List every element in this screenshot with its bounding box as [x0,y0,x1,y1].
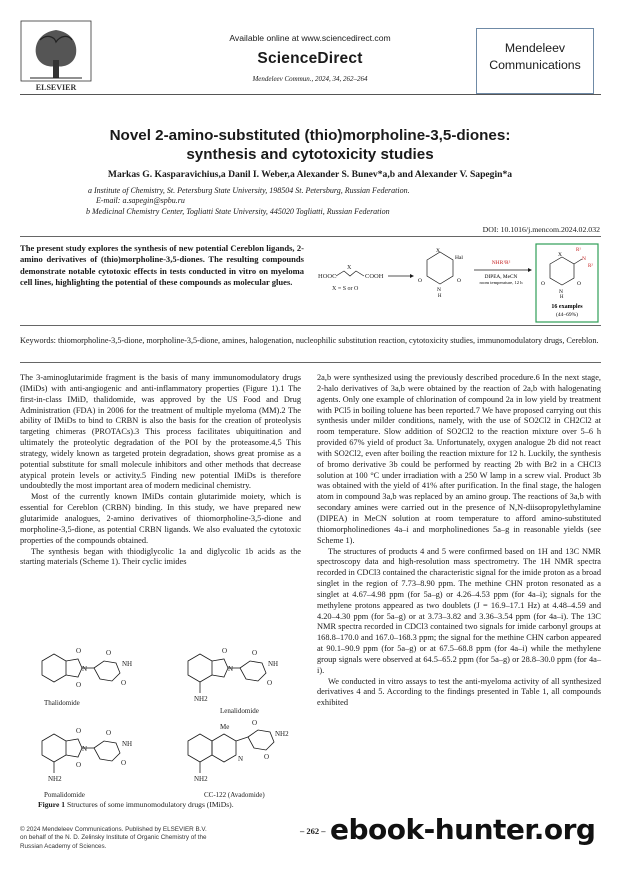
yield-range: (44–69%) [556,312,578,318]
reagent-conditions: DIPEA, MeCN [484,274,518,280]
svg-text:H: H [560,295,564,300]
keywords: Keywords: thiomorpholine-3,5-dione, morpholine-3,5-dione, amines, halogenation, nucleophilic substitution reaction, cytotoxicity studies, immunomodulatory drugs, Cereblon. [20,336,599,345]
svg-text:O: O [106,649,112,657]
x-atom-label: X [347,265,352,271]
svg-text:NH: NH [122,740,133,748]
journal-name-line2: Communications [489,58,581,72]
journal-citation: Mendeleev Commun., 2024, 34, 262–264 [252,75,368,83]
svg-text:Hal: Hal [455,255,463,261]
sciencedirect-logo-text: ScienceDirect [257,50,363,67]
affiliation-a: a Institute of Chemistry, St. Petersburg State University, 198504 St. Petersburg, Russian Federation. [88,186,410,195]
svg-text:R¹: R¹ [576,248,581,253]
doi-link[interactable]: DOI: 10.1016/j.mencom.2024.02.032 [482,225,600,234]
affiliation-b: b Medicinal Chemistry Center, Togliatti State University, 445020 Togliatti, Russian Federation [86,207,390,216]
abstract-divider [20,325,601,326]
copyright-line-1: © 2024 Mendeleev Communications. Published by ELSEVIER B.V. [20,826,207,833]
svg-text:N: N [559,289,563,295]
copyright-footer [20,826,320,851]
svg-text:N: N [582,256,586,262]
reagent-temperature: room temperature, 12 h [479,280,523,285]
paragraph: 2a,b were synthesized using the previously described procedure.6 In the next stage, 2-halo derivatives of 3a,b were obtained by the reaction of 2a,b with halogenating agents. Only one example of chlorination of compound 2a in low yield by treatment with PCl5 in boiling toluene has been reported.7 We have proposed carrying out this synthesis under milder conditions, namely, with the use of SO2Cl2 in CH2Cl2 at room temperature. Slow addition of SO2Cl2 to the reaction mixture over 5–6 h provided 67% yield of product 3a. Unfortunately, oxygen analogue 2b did not react with SO2Cl2, even after boiling the reaction mixture for 12 h. Luckily, the synthesis of bromo derivative 3b could be performed by reacting 2b with Br2 in a CHCl3 solution at 100 °C under irradiation with a 250 W lamp in a screw vial. Product 3b was obtained with the yield of 41% after purification. In the final stage, the halogen atom in compound 3a,b was replaced by an amino group. The reactions of 3a,b with secondary amines were carried out in the presence of N,N-diisopropylethylamine (DIPEA) in MeCN solution at room temperature to afford amino-substituted thiomorpholinediones 4a–i and morpholinediones 5a–g in reasonable yields (see Scheme 1). [317,373,601,545]
available-prefix: Available online at [229,33,302,43]
title-line-2: synthesis and cytotoxicity studies [186,146,434,163]
svg-text:O: O [76,647,82,655]
svg-text:O: O [418,278,422,284]
figure-1-caption-text: Structures of some immunomodulatory drugs (IMiDs). [65,800,234,809]
svg-text:N: N [82,665,88,673]
svg-text:O: O [106,729,112,737]
page-number: – 262 – [300,826,326,836]
svg-text:NH2: NH2 [194,775,208,783]
svg-text:O: O [76,761,82,769]
svg-text:X: X [558,252,562,258]
svg-text:O: O [264,753,270,761]
svg-text:NH2: NH2 [48,775,62,783]
copyright-line-2: on behalf of the N. D. Zelinsky Institute of Organic Chemistry of the [20,834,207,842]
svg-text:N: N [82,745,88,753]
pomalidomide-label: Pomalidomide [44,791,85,799]
journal-name-box [476,28,594,94]
paragraph: Most of the currently known IMiDs contain glutarimide moiety, which is essential for Cereblon (CRBN) binding. In this study, we have prepared new glutarimide analogues, 2-amino derivatives of thiomorpholine-3,5-dione and morpholine-3,5-dione, as potential CRBN ligands. We also evaluated the cytotoxic properties of the compounds obtained. [20,492,301,545]
svg-text:O: O [252,719,258,727]
halo-imide-structure [418,248,463,299]
svg-text:Me: Me [220,723,230,731]
arrow-1-head [410,274,414,278]
cooh-label: COOH [365,273,384,280]
keywords-divider [20,362,601,363]
sciencedirect-url-link[interactable]: www.sciencedirect.com [301,33,391,43]
watermark-text: ebook-hunter.org [330,813,596,846]
title-line-1: Novel 2-amino-substituted (thio)morpholine-3,5-diones: [109,127,511,144]
svg-text:O: O [577,281,581,287]
arrow-2-head [528,268,532,272]
author-list: Markas G. Kasparavichius,a Danil I. Weber,a Alexander S. Bunev*a,b and Alexander V. Sapegin*a [107,169,513,180]
paragraph: The synthesis began with thiodiglycolic 1a and diglycolic 1b acids as the starting materials (Scheme 1). Their cyclic imides [20,546,301,567]
product-structure [541,247,593,300]
figure-1-structures [20,641,301,809]
graphical-abstract-scheme [312,240,602,326]
x-definition: X = S or O [332,286,359,292]
svg-text:NH: NH [268,660,279,668]
svg-text:NH: NH [122,660,133,668]
paragraph: The 3-aminoglutarimide fragment is the basis of many immunomodulatory drugs (IMiDs) with anti-angiogenic and anti-inflammatory properties (Figure 1).1 The first-in-class IMiD, thalidomide, was approved by the US Food and Drug Administration (FDA) in 2006 for the treatment of multiple myeloma (MM).2 The ability of IMiDs to bind to CRBN is also the basis for the creation of proteolysis targeting chimeras (PROTACs).3 This process facilitates ubiquitination and ultimately the proteolytic degradation of the POI by the proteasome.4,5 This strategy, widely known as targeted protein degradation, shows great promise as a potential substitute for small molecule inhibitors and other methods that decrease atypical protein levels or activity.5 Finding new potential IMiDs is therefore undoubtedly the most important area of modern medicinal chemistry. [20,373,301,491]
figure-1-caption [38,800,234,809]
svg-text:O: O [252,649,258,657]
svg-text:O: O [76,681,82,689]
title-divider [20,236,601,237]
svg-text:O: O [267,679,273,687]
examples-count: 16 examples [551,304,583,310]
header-divider [20,94,601,95]
hooc-label: HOOC [318,273,337,280]
amine-reagent: NHR¹R² [491,260,511,266]
corresponding-email[interactable]: E-mail: a.sapegin@spbu.ru [96,196,185,205]
article-title [40,126,580,164]
body-column-right [317,373,601,709]
svg-text:O: O [457,278,461,284]
journal-name-line1: Mendeleev [504,41,566,55]
svg-text:O: O [121,679,127,687]
paragraph: The structures of products 4 and 5 were confirmed based on 1H and 13C NMR spectroscopy data and high-resolution mass spectrometry. The 1H NMR spectra recorded in CDCl3 contained the characteristic signal for the imide proton as a broad singlet in the region of 7.73–8.90 ppm. The methine CHN proton resonated as a singlet at 4.67–4.98 ppm (for 5a–g) or 4.26–4.53 ppm (for 4a–i); signals for the methylene protons appeared as two doublets (J = 16.9–17.1 Hz) at 4.48–4.59 and 4.20–4.30 ppm (for 5a–g) or at 3.73–3.82 and 3.36–3.54 ppm (for 4a–i). The 13C NMR spectra recorded in CDCl3 contained two signals for imide carbonyl groups at 168.8–170.0 and 167.0–168.3 ppm; the signal for the methine CHN carbon appeared at 90.1–90.9 ppm (for 5a–g) or at 67.5–68.8 ppm (for 4a–i) while the methylene group signals were observed at 64.5–65.2 ppm (for 5a–g) or 28.8–30.0 ppm (for 4a–i). [317,546,601,675]
svg-text:H: H [438,294,442,299]
product-box [536,244,598,322]
svg-text:O: O [541,281,545,287]
svg-text:X: X [436,248,440,254]
svg-text:O: O [222,647,228,655]
svg-text:O: O [76,727,82,735]
svg-text:R²: R² [588,264,593,269]
svg-text:ELSEVIER: ELSEVIER [35,83,77,92]
figure-1-label: Figure 1 [38,800,66,809]
svg-text:NH2: NH2 [194,695,208,703]
thalidomide-label: Thalidomide [44,699,80,707]
paragraph: We conducted in vitro assays to test the anti-myeloma activity of all synthesized derivatives 4 and 5. According to the findings presented in Table 1, all compounds exhibited [317,676,601,708]
avadomide-label: CC-122 (Avadomide) [204,791,265,799]
copyright-line-3: Russian Academy of Sciences. [20,842,107,850]
svg-text:NH2: NH2 [275,730,289,738]
svg-text:N: N [437,287,441,293]
svg-text:N: N [238,755,244,763]
svg-text:O: O [121,759,127,767]
diacid-chain [336,271,364,276]
graphical-abstract-text: The present study explores the synthesis of new potential Cereblon ligands, 2-amino derivatives of (thio)morpholine-3,5-diones. The resulting compounds demonstrate notable cytotoxic effects in tests conducted in vitro on myeloma cell lines, highlighting the potential of these compounds as molecular glues. [20,243,304,287]
svg-text:N: N [228,665,234,673]
lenalidomide-label: Lenalidomide [220,707,259,715]
body-column-left [20,373,301,568]
